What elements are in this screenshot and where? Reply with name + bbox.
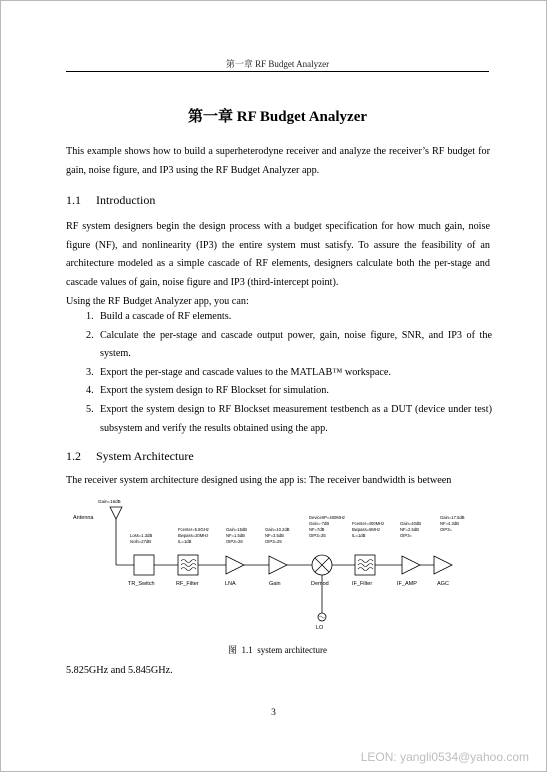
watermark: LEON: yangli0534@yahoo.com — [360, 750, 529, 764]
block-label: RF_Filter — [176, 581, 199, 587]
system-architecture-figure — [66, 495, 490, 635]
capability-list — [86, 308, 492, 438]
intro-paragraph: This example shows how to build a superheterodyne receiver and analyze the receiver’s RF budget for gain, noise figure, and IP3 using the RF Budget Analyzer app. — [66, 146, 490, 176]
caption-text: system architecture — [257, 645, 327, 655]
block-param: NF=7dB — [309, 527, 325, 532]
block-diagram — [66, 495, 490, 635]
block-param: Fcenter=400MHz — [352, 521, 385, 526]
block-label: Gain — [269, 581, 281, 587]
block-param: Gain=10.2dB — [265, 527, 290, 532]
block-label: IF_Filter — [352, 581, 373, 587]
rf-filter-block — [178, 555, 198, 575]
if-amp-amplifier-icon — [402, 556, 420, 574]
section-heading-architecture — [66, 449, 194, 464]
list-item: 2. Calculate the per-stage and cascade output power, gain, noise figure, SNR, and IP3 of the system. — [86, 329, 492, 360]
agc-amplifier-icon — [434, 556, 452, 574]
section-number: 1.2 — [66, 449, 81, 463]
list-item: 5. Export the system design to RF Blockset measurement testbench as a DUT (device under test) subsystem and verify the results obtained using the app. — [86, 403, 492, 434]
lo-label: LO — [316, 625, 324, 631]
continuation-text: 5.825GHz and 5.845GHz. — [66, 665, 173, 676]
block-label: Demod — [311, 581, 329, 587]
section-title: System Architecture — [96, 449, 194, 463]
block-param: Gain=40dB — [400, 521, 422, 526]
tr-switch-block — [134, 555, 154, 575]
architecture-paragraph: The receiver system architecture designed using the app is: The receiver bandwidth is between — [66, 475, 452, 486]
section-heading-introduction — [66, 193, 155, 208]
block-param: Gain=15dB — [226, 527, 248, 532]
figure-caption — [66, 643, 489, 656]
block-param: IL=1dB — [178, 539, 192, 544]
caption-prefix: 图 — [228, 645, 238, 655]
running-header: 第一章 RF Budget Analyzer — [225, 59, 330, 69]
block-param: NF=3.5dB — [265, 533, 284, 538]
list-item: 1. Build a cascade of RF elements. — [86, 311, 232, 322]
block-label: IF_AMP — [397, 581, 417, 587]
if-filter-block — [355, 555, 375, 575]
block-param: Bwpass=5MHz — [352, 527, 381, 532]
block-param: Gain=17.5dB — [440, 515, 465, 520]
section-number: 1.1 — [66, 193, 81, 207]
section-title: Introduction — [96, 193, 156, 207]
block-label: AGC — [437, 581, 449, 587]
block-param: DeviceIIP=400MHz — [309, 515, 345, 520]
block-param: Gain=-7dB — [309, 521, 330, 526]
block-label: TR_Switch — [128, 581, 155, 587]
block-param: Loss=1.3dB — [130, 533, 153, 538]
block-param: OIP3=26 — [226, 539, 243, 544]
header-rule — [66, 71, 489, 72]
introduction-paragraph: RF system designers begin the design process with a budget specification for how much gain, noise figure (NF), and nonlinearity (IP3) the entire system must satisfy. To assure the feasibility of an architecture modeled as a simple cascade of RF elements, designers calculate both the per-stage and cascade values of gain, noise figure and IP3 (third-intercept point). — [66, 221, 490, 288]
block-label: LNA — [225, 581, 236, 587]
antenna-label: Antenna — [73, 515, 94, 521]
caption-number: 1.1 — [241, 645, 253, 655]
block-param: OIP3= — [400, 533, 412, 538]
block-param: IL=1dB — [352, 533, 366, 538]
block-param: OIP3=35 — [309, 533, 326, 538]
mixer-icon — [312, 555, 332, 621]
block-param: OIP3= — [440, 527, 452, 532]
lna-amplifier-icon — [226, 556, 244, 574]
block-param: OIP3=25 — [265, 539, 282, 544]
block-param: NF=4.3dB — [440, 521, 459, 526]
block-param: Isoln=27dB — [130, 539, 152, 544]
antenna-param: Gain=16dB — [98, 499, 121, 504]
block-param: Bwpass=20MHz — [178, 533, 209, 538]
page-number: 3 — [271, 708, 276, 718]
list-item: 4. Export the system design to RF Blockset for simulation. — [86, 385, 329, 397]
block-param: Fcenter=5.8GHz — [178, 527, 209, 532]
list-item: 3. Export the per-stage and cascade values to the MATLAB™ workspace. — [86, 366, 391, 378]
block-param: NF=1.5dB — [226, 533, 245, 538]
gain-amplifier-icon — [269, 556, 287, 574]
antenna-icon — [110, 507, 122, 543]
chapter-title: 第一章 RF Budget Analyzer — [187, 109, 368, 125]
introduction-lead: Using the RF Budget Analyzer app, you can: — [66, 296, 249, 307]
block-param: NF=2.5dB — [400, 527, 419, 532]
